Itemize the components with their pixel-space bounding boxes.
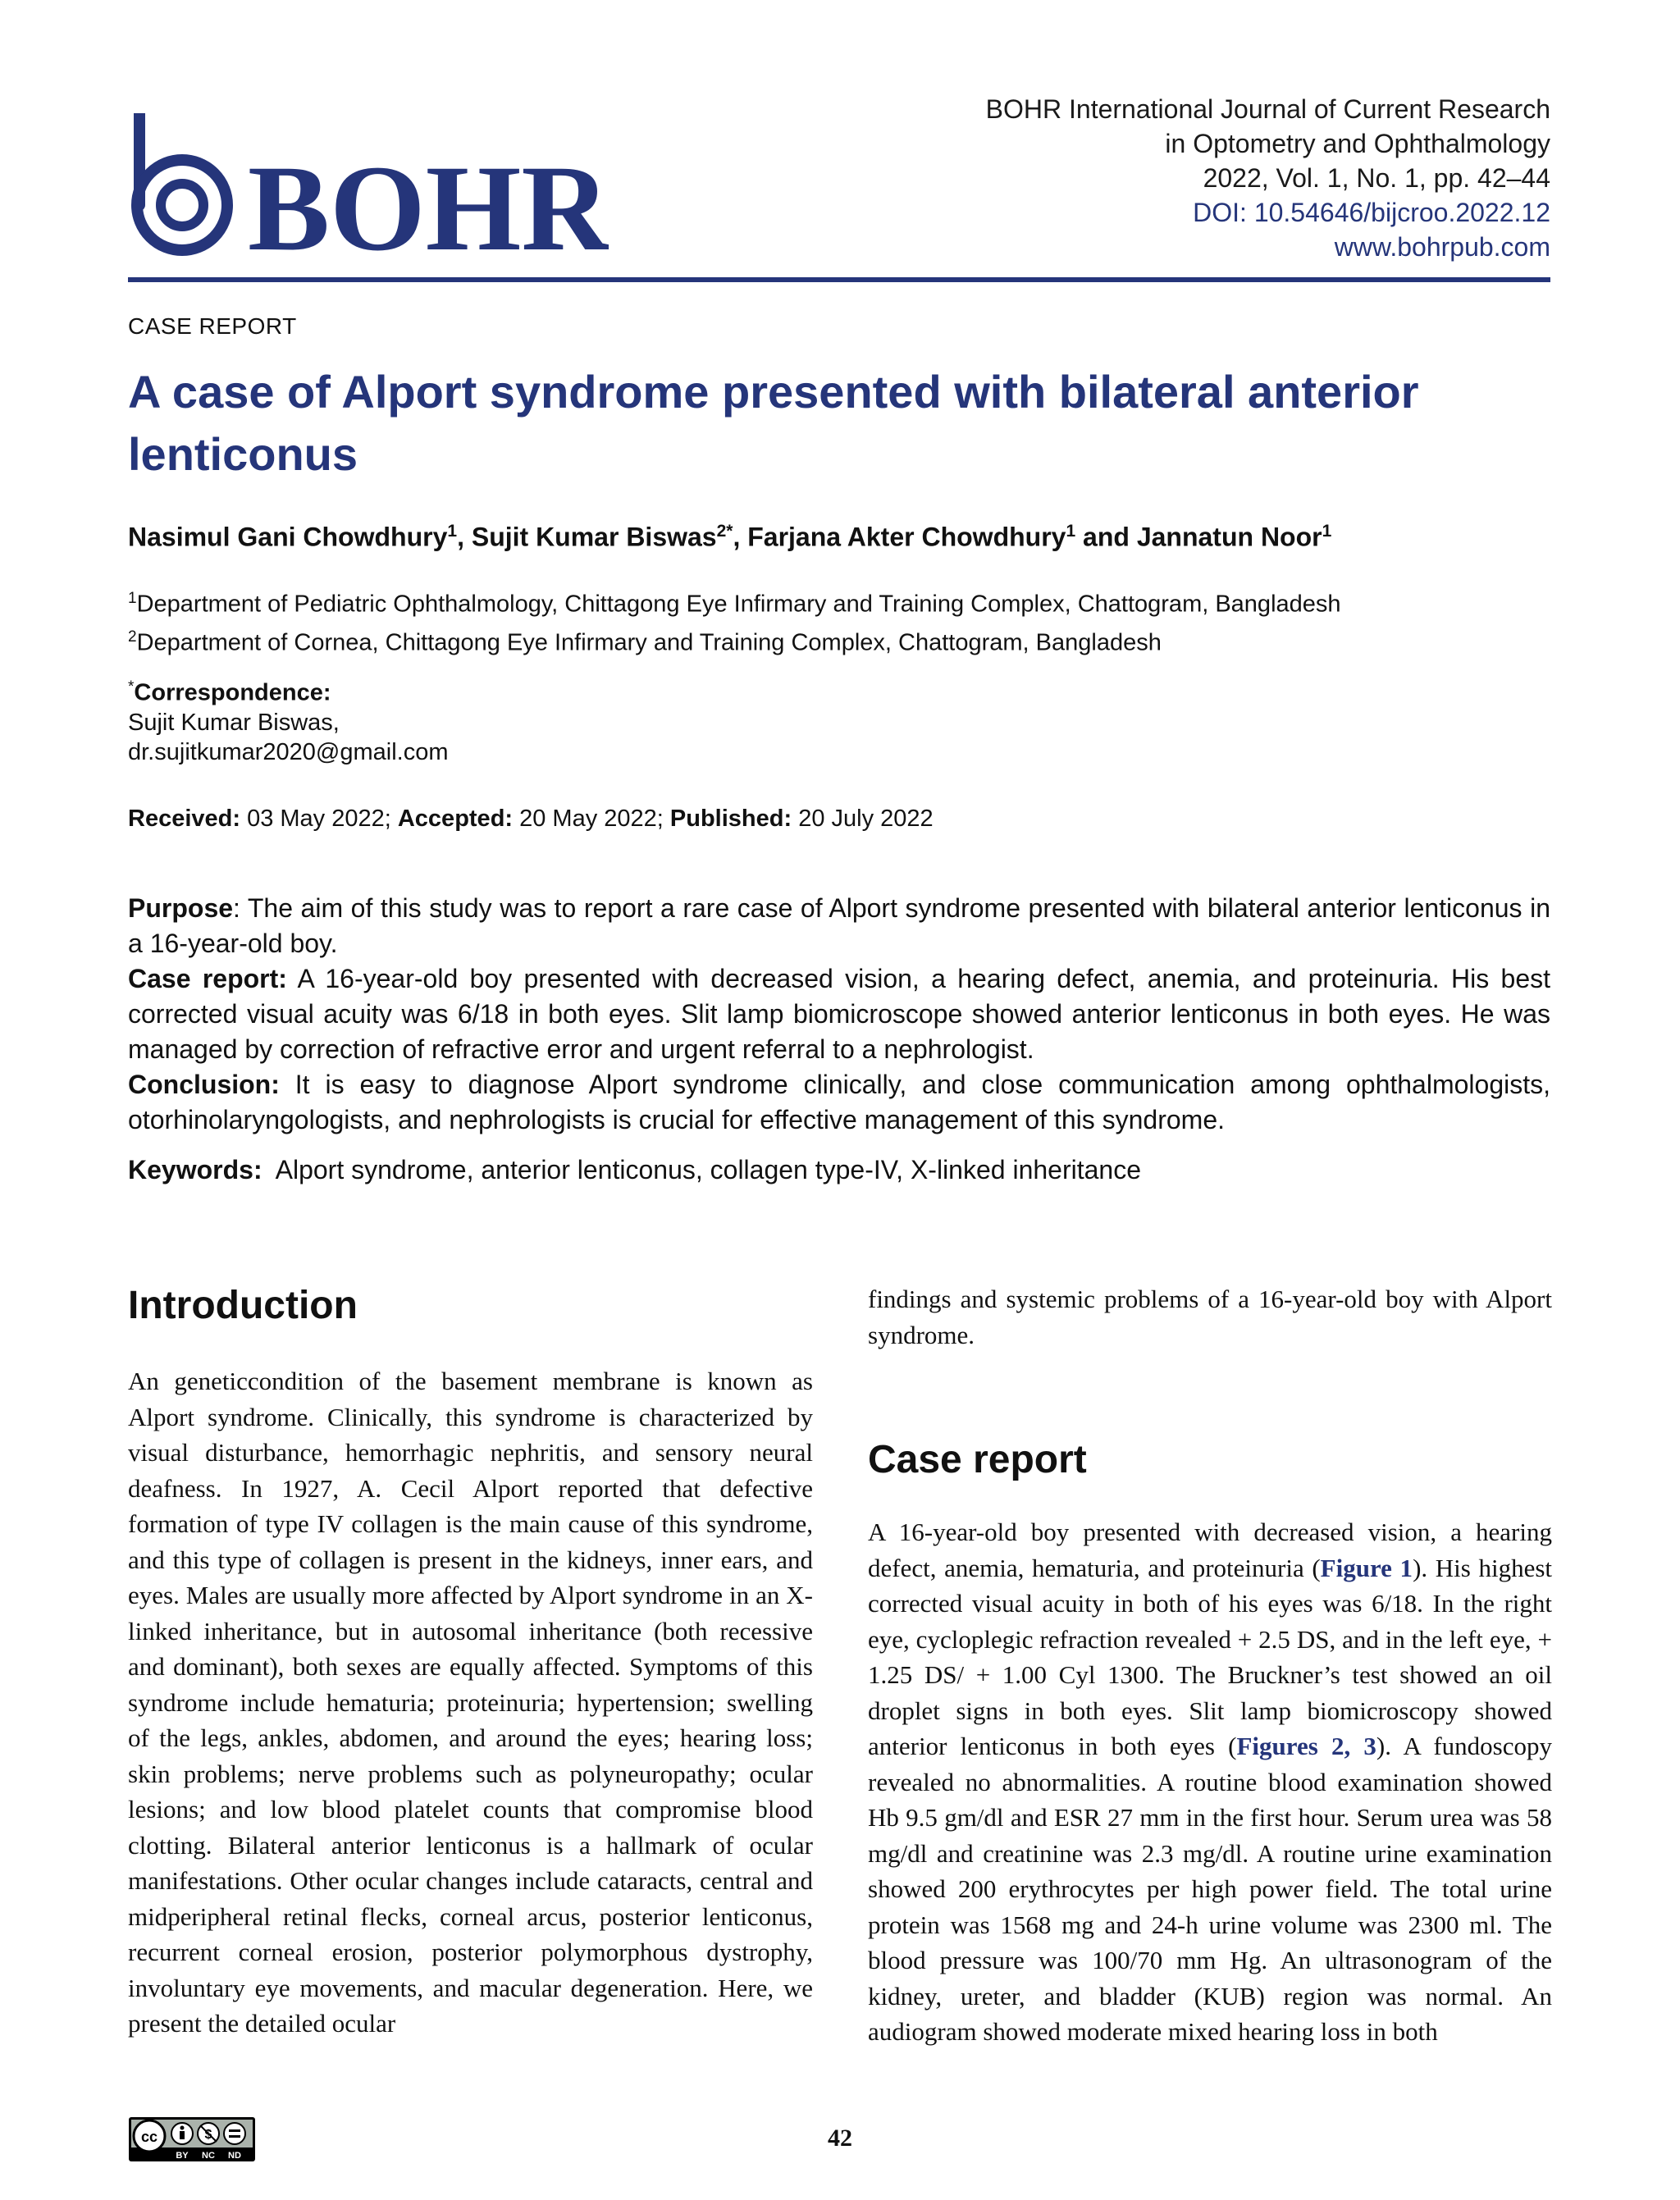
- figure-2-link[interactable]: Figures 2: [1236, 1732, 1344, 1760]
- introduction-continued: findings and systemic problems of a 16-year-old boy with Alport syndrome.: [868, 1285, 1552, 1349]
- abstract-case: Case report: A 16-year-old boy presented with decreased vision, a hearing defect, anemia, and proteinuria. His best corrected visual acuity was 6/18 in both eyes. Slit lamp biomicroscope showed anterior lenticonus in both eyes. He was managed by correction of refractive error and urgent referral to a nephrologist.: [128, 964, 1551, 1064]
- article-title: A case of Alport syndrome presented with bilateral anterior lenticonus: [128, 366, 1419, 480]
- svg-text:ND: ND: [228, 2151, 241, 2161]
- affiliations: [128, 582, 1341, 659]
- author-name: Farjana Akter Chowdhury: [747, 522, 1066, 552]
- introduction-heading: Introduction: [128, 1284, 358, 1327]
- correspondence: *Correspondence: Sujit Kumar Biswas, dr.sujitkumar2020@gmail.com: [128, 678, 449, 765]
- journal-name-line1: BOHR International Journal of Current Research: [985, 94, 1550, 124]
- case-report-heading: Case report: [868, 1438, 1087, 1481]
- cc-by-nc-nd-icon[interactable]: [128, 2116, 256, 2162]
- website-link[interactable]: www.bohrpub.com: [1334, 232, 1550, 262]
- case-report-text: A 16-year-old boy presented with decreased vision, a hearing defect, anemia, hematuria, and proteinuria (Figure 1). His highest corrected visual acuity in both of his eyes was 6/18. In the right eye, cycloplegic refraction revealed + 2.5 DS, and in the left eye, + 1.25 DS/ + 1.00 Cyl 1300. The Bruckner’s test showed an oil droplet signs in both eyes. Slit lamp biomicroscopy showed anterior lenticonus in both eyes (Figures 2, 3). A fundoscopy revealed no abnormalities. A routine blood examination showed Hb 9.5 gm/dl and ESR 27 mm in the first hour. Serum urea was 58 mg/dl and creatinine was 2.3 mg/dl. A routine urine examination showed 200 erythrocytes per high power field. The total urine protein was 1568 mg and 24-h urine volume was 2300 ml. The blood pressure was 100/70 mm Hg. An ultrasonogram of the kidney, ureter, and bladder (KUB) region was normal. An audiogram showed moderate mixed hearing loss in both: [868, 1518, 1553, 2046]
- logo-text: BOHR: [248, 140, 609, 258]
- header-divider: [128, 277, 1550, 282]
- correspondence-email[interactable]: dr.sujitkumar2020@gmail.com: [128, 738, 449, 765]
- abstract: [128, 891, 1550, 1138]
- page-number: 42: [828, 2125, 852, 2152]
- journal-info: [986, 92, 1550, 264]
- article-type: CASE REPORT: [128, 313, 297, 339]
- svg-text:BY: BY: [176, 2151, 189, 2161]
- author-sup: 1: [447, 522, 458, 541]
- publication-dates: Received: 03 May 2022; Accepted: 20 May 2022; Published: 20 July 2022: [128, 806, 934, 832]
- svg-text:NC: NC: [202, 2151, 215, 2161]
- affiliation-item: $^2$Department of Cornea, Chittagong Eye Infirmary and Training Complex, Chattogram, Bangladesh: [128, 628, 1162, 656]
- svg-text:cc: cc: [140, 2129, 158, 2145]
- figure-1-link[interactable]: Figure 1: [1320, 1553, 1413, 1582]
- bohr-logo: [125, 113, 609, 258]
- author-list: Nasimul Gani Chowdhury$^1$, Sujit Kumar Biswas$^{2*}$, Farjana Akter Chowdhury$^1$ and Jannatun Noor$^1$: [128, 522, 1332, 552]
- figure-3-link[interactable]: 3: [1363, 1732, 1376, 1760]
- author-name: Sujit Kumar Biswas: [471, 522, 717, 552]
- correspondence-label: Correspondence:: [134, 679, 331, 706]
- keywords: Keywords: Alport syndrome, anterior lenticonus, collagen type-IV, X-linked inheritance: [128, 1155, 1141, 1184]
- introduction-text: An geneticcondition of the basement membrane is known as Alport syndrome. Clinically, this syndrome is characterized by visual disturbance, hemorrhagic nephritis, and sensory neural deafness. In 1927, A. Cecil Alport reported that defective formation of type IV collagen is the main cause of this syndrome, and this type of collagen is present in the kidneys, inner ears, and eyes. Males are usually more affected by Alport syndrome in an X-linked inheritance, but in autosomal inheritance (both recessive and dominant), both sexes are equally affected. Symptoms of this syndrome include hematuria; proteinuria; hypertension; swelling of the legs, ankles, abdomen, and around the eyes; hearing loss; skin problems; nerve problems such as polyneuropathy; ocular lesions; and low blood platelet counts that compromise blood clotting. Bilateral anterior lenticonus is a hallmark of ocular manifestations. Other ocular changes include cataracts, central and midperipheral retinal flecks, corneal arcus, posterior lenticonus, recurrent corneal erosion, posterior polymorphous dystrophy, involuntary eye movements, and macular degeneration. Here, we present the detailed ocular: [128, 1367, 813, 2038]
- author-sup: 1: [1066, 522, 1076, 541]
- author-sup: 2*: [716, 522, 733, 541]
- correspondence-name: Sujit Kumar Biswas,: [128, 709, 340, 736]
- abstract-purpose: Purpose: The aim of this study was to report a rare case of Alport syndrome presented with bilateral anterior lenticonus in a 16-year-old boy.: [128, 893, 1550, 958]
- journal-issue: 2022, Vol. 1, No. 1, pp. 42–44: [1203, 163, 1550, 193]
- abstract-conclusion: Conclusion: It is easy to diagnose Alport syndrome clinically, and close communication among ophthalmologists, otorhinolaryngologists, and nephrologists is crucial for effective management of this syndrome.: [128, 1070, 1550, 1134]
- svg-text:$: $: [204, 2128, 212, 2142]
- doi-link[interactable]: DOI: 10.54646/bijcroo.2022.12: [1193, 198, 1550, 227]
- affiliation-item: $^1$Department of Pediatric Ophthalmology, Chittagong Eye Infirmary and Training Complex, Chattogram, Bangladesh: [128, 590, 1341, 618]
- author-sup: 1: [1322, 522, 1332, 541]
- journal-name-line2: in Optometry and Ophthalmology: [1165, 129, 1550, 158]
- author-name: Nasimul Gani Chowdhury: [128, 522, 448, 552]
- author-name: Jannatun Noor: [1136, 522, 1322, 552]
